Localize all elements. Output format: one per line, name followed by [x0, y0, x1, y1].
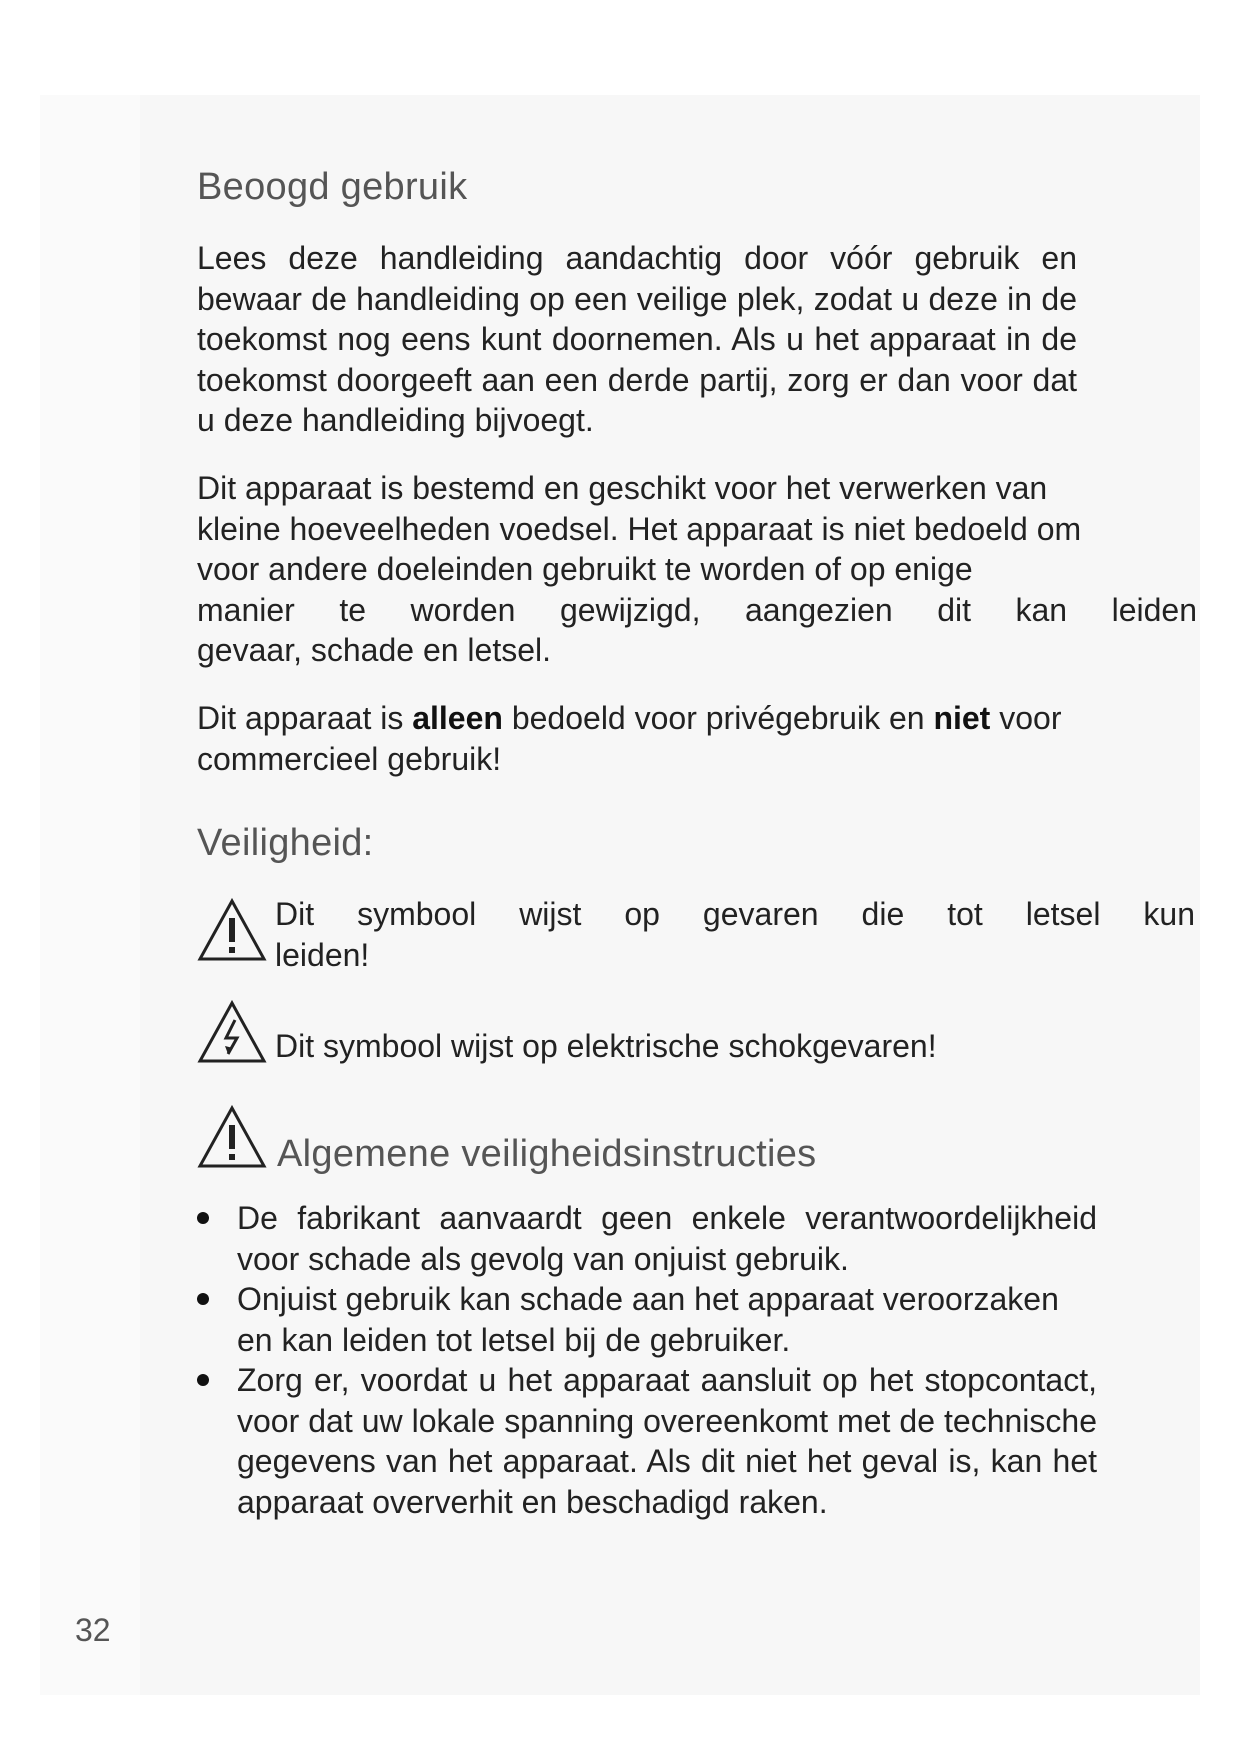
- electric-shock-icon: [197, 1000, 267, 1064]
- para3-text-1: Dit apparaat is: [197, 700, 413, 736]
- intended-use-paragraph-1: Lees deze handleiding aandachtig door vóór gebruik en bewaar de handleiding op een veilige plek, zodat u deze in de toekomst nog eens kunt doornemen. Als u het apparaat in de toekomst doorgeeft aan een derde partij, zorg er dan voor dat u deze handleiding bijvoegt.: [197, 240, 1077, 438]
- list-item: [197, 1198, 1097, 1279]
- list-item-text: Onjuist gebruik kan schade aan het apparaat veroorzaken en kan leiden tot letsel bij de gebruiker.: [237, 1281, 1059, 1358]
- intended-use-paragraph-2: Dit apparaat is bestemd en geschikt voor het verwerken van kleine hoeveelheden voedsel. Het apparaat is niet bedoeld om voor andere doeleinden gebruikt te worden of op enige: [197, 470, 1082, 587]
- para3-bold-alleen: alleen: [412, 700, 503, 736]
- electric-symbol-text: Dit symbool wijst op elektrische schokgevaren!: [275, 1028, 937, 1064]
- list-item-text: Zorg er, voordat u het apparaat aansluit op het stopcontact, voor dat uw lokale spanning overeenkomt met de technische gegevens van het apparaat. Als dit niet het geval is, kan het apparaat oververhit en beschadigd raken.: [237, 1362, 1097, 1520]
- warning-triangle-icon: [197, 898, 267, 962]
- list-item: [197, 1279, 1077, 1360]
- electric-symbol-row: [197, 1000, 937, 1067]
- safety-instructions-list: [197, 1198, 1097, 1522]
- intended-use-paragraph-2-line-4: manier te worden gewijzigd, aangezien dit kan leiden: [197, 592, 1197, 628]
- heading-intended-use: Beoogd gebruik: [197, 166, 468, 208]
- heading-general-safety: Algemene veiligheidsinstructies: [277, 1133, 817, 1175]
- intended-use-paragraph-2-line-5: gevaar, schade en letsel.: [197, 632, 552, 668]
- general-safety-heading-row: [197, 1105, 816, 1176]
- list-item-text: De fabrikant aanvaardt geen enkele verantwoordelijkheid voor schade als gevolg van onjuist gebruik.: [237, 1200, 1097, 1277]
- warning-symbol-text: [275, 894, 1195, 975]
- heading-safety: Veiligheid:: [197, 822, 374, 864]
- page-number: 32: [75, 1612, 111, 1648]
- para3-text-2: bedoeld voor privégebruik en: [502, 700, 934, 736]
- warning-symbol-row: [197, 898, 1195, 975]
- bullet-dot: [197, 1212, 209, 1224]
- warning-text-line-1: Dit symbool wijst op gevaren die tot letsel kun: [275, 896, 1195, 932]
- intended-use-paragraph-3: [197, 698, 1087, 779]
- bullet-dot: [197, 1293, 209, 1305]
- warning-triangle-icon: [197, 1105, 267, 1169]
- bullet-dot: [197, 1374, 209, 1386]
- para3-bold-niet: niet: [933, 700, 991, 736]
- list-item: [197, 1360, 1097, 1522]
- para3-text-3: voor commercieel gebruik!: [197, 700, 1062, 777]
- warning-text-line-2: leiden!: [275, 936, 370, 973]
